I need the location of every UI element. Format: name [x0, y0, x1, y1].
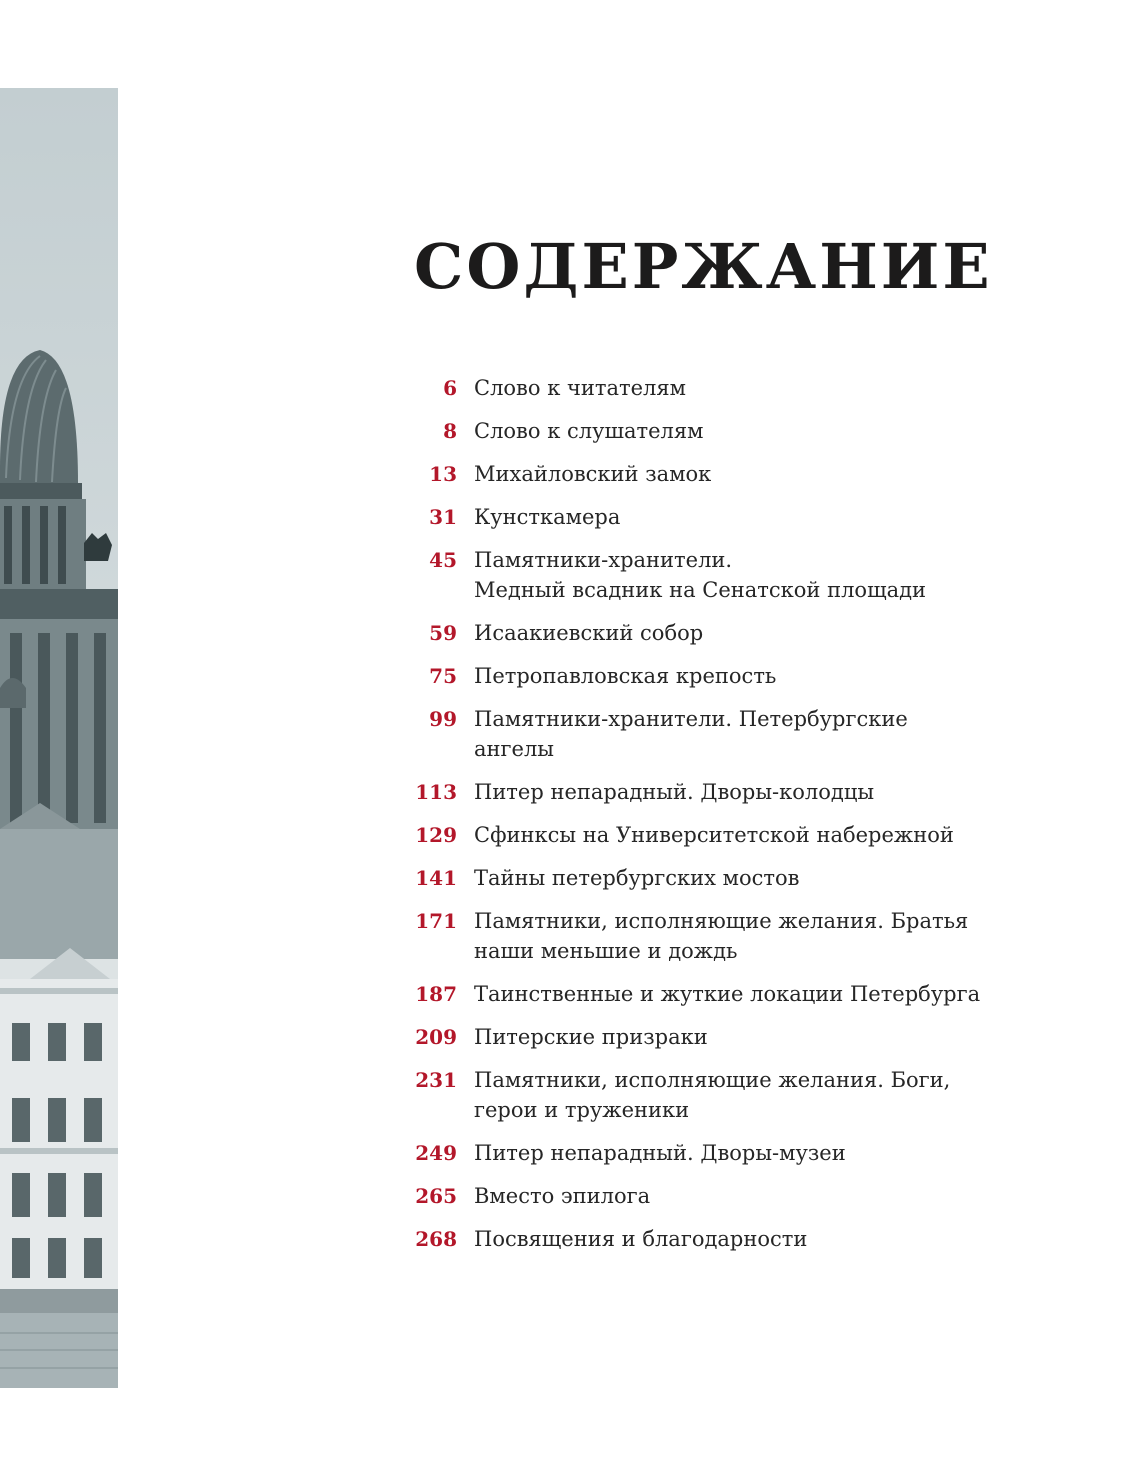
toc-entry — [400, 373, 1080, 403]
entry-title: Питер непарадный. Дворы-музеи — [474, 1141, 846, 1165]
toc-entry — [400, 704, 1080, 764]
toc-entry — [400, 820, 1080, 850]
page-number: 6 — [443, 376, 457, 400]
entry-title: Питерские призраки — [474, 1025, 708, 1049]
entry-title: Вместо эпилога — [474, 1184, 651, 1208]
page-number: 8 — [443, 419, 457, 443]
page-title: СОДЕРЖАНИЕ — [414, 230, 993, 303]
toc-entry — [400, 906, 1080, 966]
cathedral-photo — [0, 88, 118, 1388]
toc-entry — [400, 1065, 1080, 1125]
entry-title: Памятники-хранители. — [474, 548, 733, 572]
page-number: 187 — [415, 982, 457, 1006]
page-number: 31 — [429, 505, 457, 529]
toc-entry — [400, 502, 1080, 532]
entry-title: Слово к слушателям — [474, 419, 704, 443]
entry-title: Посвящения и благодарности — [474, 1227, 808, 1251]
page-number: 59 — [429, 621, 457, 645]
entry-title: Михайловский замок — [474, 462, 712, 486]
toc-entry — [400, 545, 1080, 605]
page-number: 249 — [415, 1141, 457, 1165]
entry-title: Питер непарадный. Дворы-колодцы — [474, 780, 875, 804]
entry-title: Исаакиевский собор — [474, 621, 704, 645]
toc-entry — [400, 1181, 1080, 1211]
entry-title: Памятники-хранители. Петербургские — [474, 707, 908, 731]
entry-title: наши меньшие и дождь — [474, 939, 738, 963]
page-number: 13 — [429, 462, 457, 486]
page-number: 113 — [415, 780, 457, 804]
entry-title: Памятники, исполняющие желания. Боги, — [474, 1068, 951, 1092]
page-number: 209 — [415, 1025, 457, 1049]
toc-entry — [400, 863, 1080, 893]
toc-entry — [400, 1138, 1080, 1168]
page-number: 45 — [429, 548, 457, 572]
entry-title: Медный всадник на Сенатской площади — [474, 578, 927, 602]
toc-entry — [400, 459, 1080, 489]
page-number: 75 — [429, 664, 457, 688]
page-number: 265 — [415, 1184, 457, 1208]
toc-entry — [400, 1224, 1080, 1254]
entry-title: ангелы — [474, 737, 555, 761]
entry-title: Сфинксы на Университетской набережной — [474, 823, 954, 847]
entry-title: Кунсткамера — [474, 505, 621, 529]
page-number: 231 — [415, 1068, 457, 1092]
toc-entry — [400, 979, 1080, 1009]
entry-title: Тайны петербургских мостов — [474, 866, 800, 890]
entry-title: герои и труженики — [474, 1098, 690, 1122]
page-number: 171 — [415, 909, 457, 933]
toc-entry — [400, 661, 1080, 691]
toc-entry — [400, 1022, 1080, 1052]
page-number: 141 — [415, 866, 457, 890]
page-number: 129 — [415, 823, 457, 847]
entry-title: Слово к читателям — [474, 376, 686, 400]
page-number: 99 — [429, 707, 457, 731]
page-number: 268 — [415, 1227, 457, 1251]
toc-entry — [400, 416, 1080, 446]
entry-title: Памятники, исполняющие желания. Братья — [474, 909, 969, 933]
toc-list — [400, 373, 1080, 1267]
entry-title: Петропавловская крепость — [474, 664, 777, 688]
toc-entry — [400, 618, 1080, 648]
entry-title: Таинственные и жуткие локации Петербурга — [474, 982, 981, 1006]
toc-entry — [400, 777, 1080, 807]
